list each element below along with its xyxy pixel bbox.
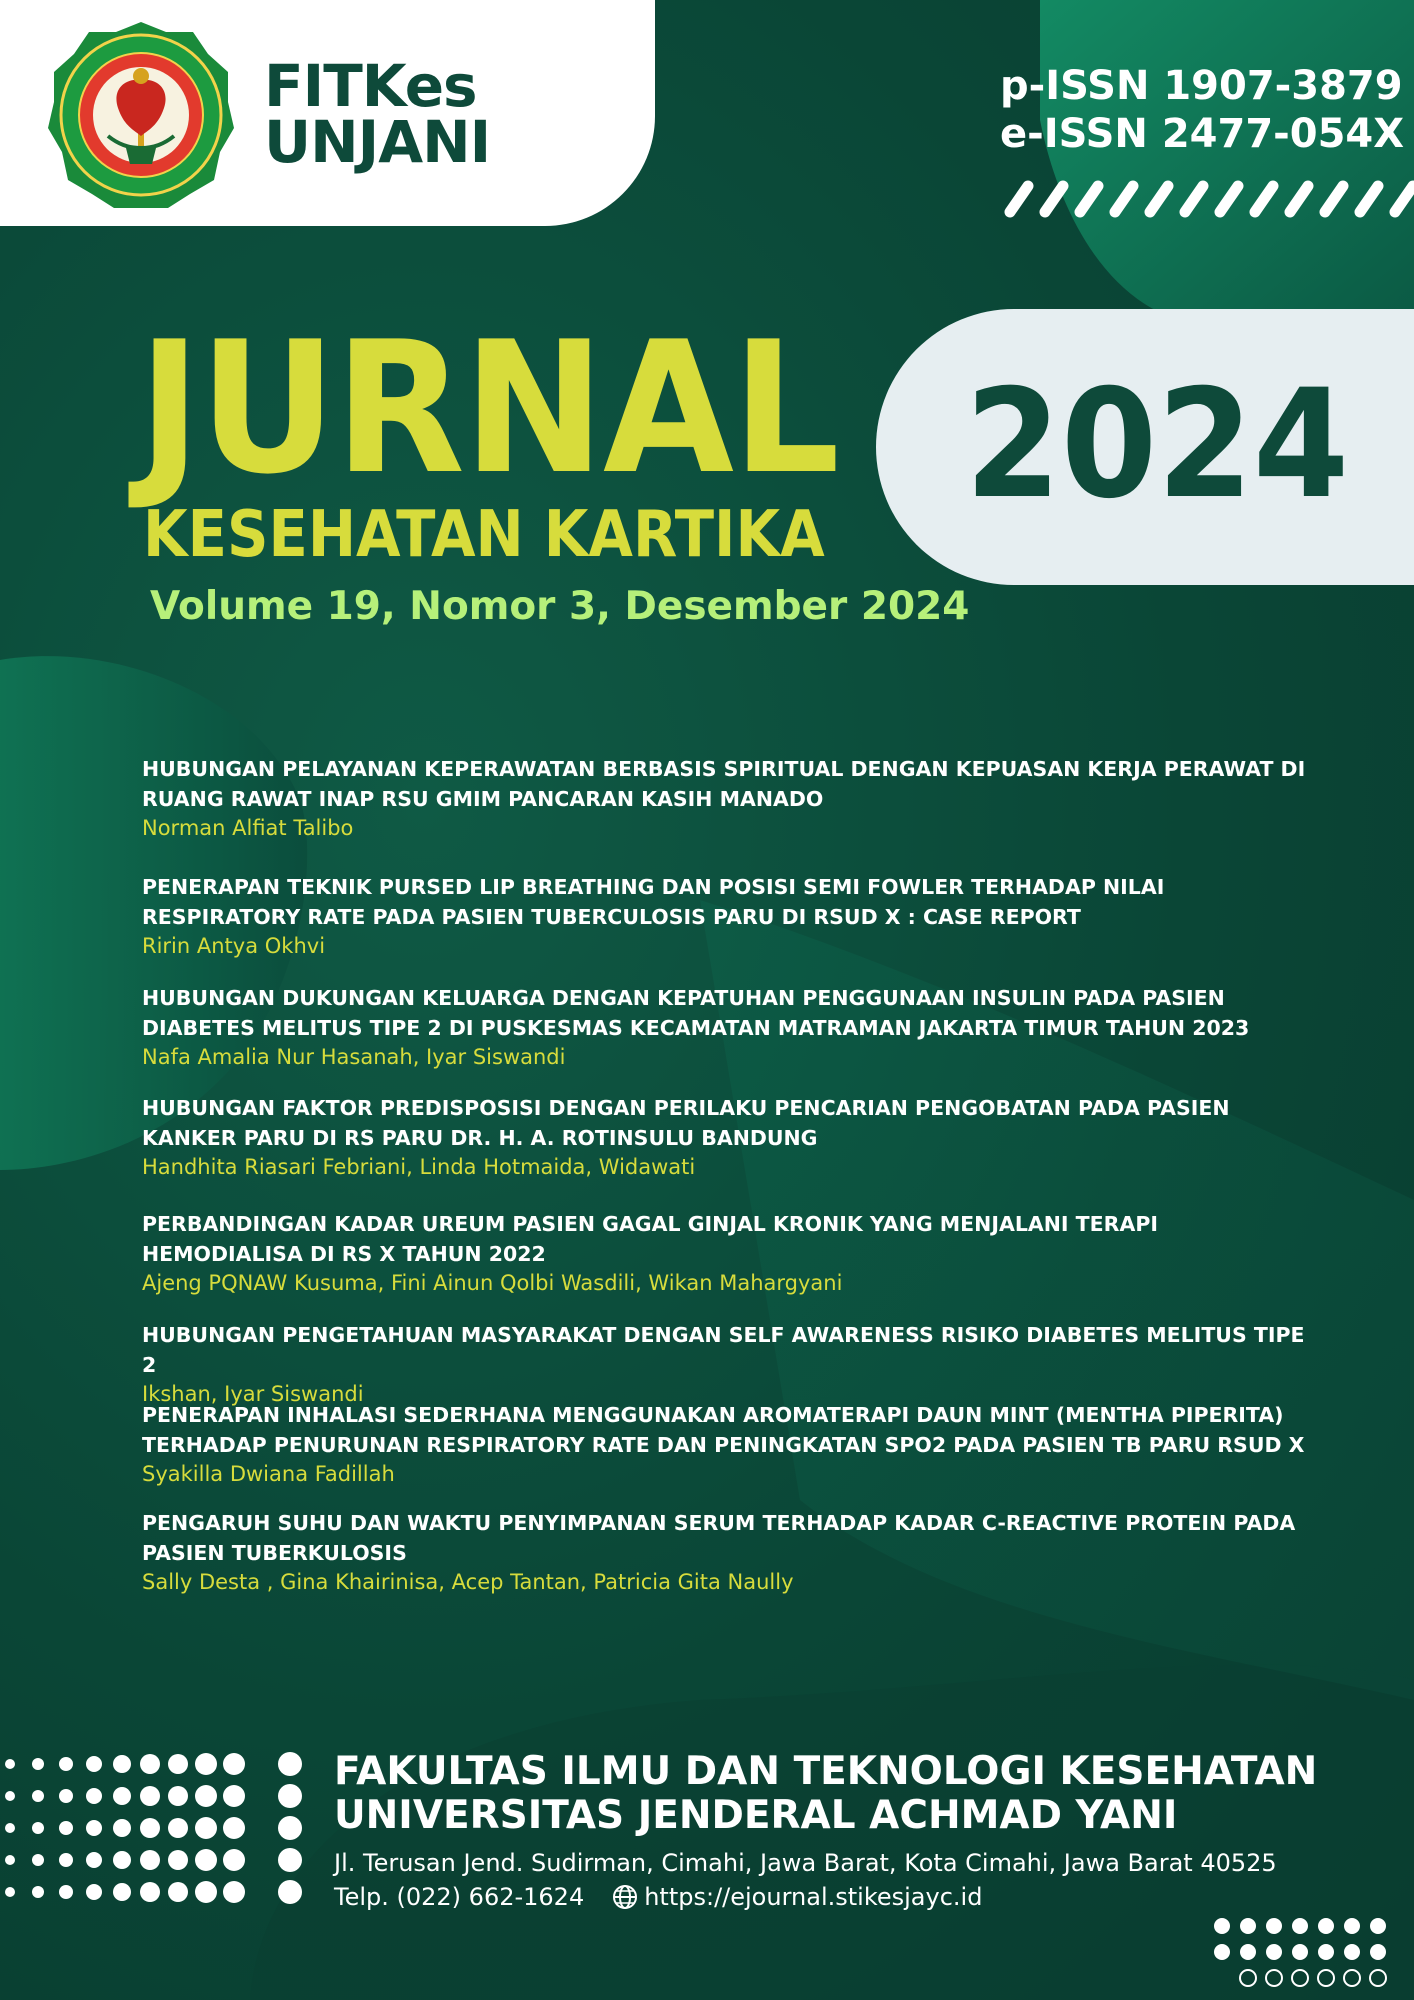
journal-title: JURNAL — [138, 302, 839, 514]
article-authors: Sally Desta , Gina Khairinisa, Acep Tantan, Patricia Gita Naully — [142, 1570, 794, 1594]
print-issn: p-ISSN 1907-3879 — [1000, 63, 1403, 109]
contact-line — [334, 1880, 982, 1914]
year-label: 2024 — [965, 358, 1350, 532]
article-title: PENGARUH SUHU DAN WAKTU PENYIMPANAN SERUM TERHADAP KADAR C-REACTIVE PROTEIN PADA PASIEN TUBERKULOSIS — [142, 1511, 1296, 1565]
article-authors: Syakilla Dwiana Fadillah — [142, 1462, 395, 1486]
article-title: HUBUNGAN FAKTOR PREDISPOSISI DENGAN PERILAKU PENCARIAN PENGOBATAN PADA PASIEN KANKER PARU DI RS PARU DR. H. A. ROTINSULU BANDUNG — [142, 1096, 1230, 1150]
brand-name — [264, 52, 491, 176]
article-title: HUBUNGAN PELAYANAN KEPERAWATAN BERBASIS SPIRITUAL DENGAN KEPUASAN KERJA PERAWAT DI RUANG RAWAT INAP RSU GMIM PANCARAN KASIH MANADO — [142, 757, 1306, 811]
list-item[interactable] — [142, 1400, 1317, 1488]
list-item[interactable] — [142, 1093, 1317, 1181]
volume-info: Volume 19, Nomor 3, Desember 2024 — [150, 584, 970, 629]
list-item[interactable] — [142, 754, 1317, 842]
diagonal-stripes — [1000, 178, 1414, 218]
website-link[interactable]: https://ejournal.stikesjayc.id — [644, 1883, 983, 1911]
electronic-issn: e-ISSN 2477-054X — [1000, 111, 1405, 157]
list-item[interactable] — [142, 1209, 1317, 1297]
corner-dot-pattern — [1210, 1916, 1414, 2000]
article-authors: Ajeng PQNAW Kusuma, Fini Ainun Qolbi Wasdili, Wikan Mahargyani — [142, 1271, 843, 1295]
brand-line-2: UNJANI — [264, 108, 491, 176]
article-authors: Norman Alfiat Talibo — [142, 816, 354, 840]
faculty-line-2: UNIVERSITAS JENDERAL ACHMAD YANI — [334, 1793, 1178, 1838]
dot-pattern — [0, 1752, 320, 1912]
article-title: HUBUNGAN PENGETAHUAN MASYARAKAT DENGAN SELF AWARENESS RISIKO DIABETES MELITUS TIPE 2 — [142, 1323, 1305, 1377]
faculty-address: Jl. Terusan Jend. Sudirman, Cimahi, Jawa Barat, Kota Cimahi, Jawa Barat 40525 — [334, 1849, 1277, 1877]
article-title: PENERAPAN TEKNIK PURSED LIP BREATHING DAN POSISI SEMI FOWLER TERHADAP NILAI RESPIRATORY RATE PADA PASIEN TUBERCULOSIS PARU DI RSUD X : CASE REPORT — [142, 875, 1165, 929]
list-item[interactable] — [142, 983, 1317, 1071]
phone-number: Telp. (022) 662-1624 — [334, 1883, 585, 1911]
list-item[interactable] — [142, 872, 1317, 960]
journal-subtitle: KESEHATAN KARTIKA — [143, 498, 825, 572]
article-authors: Ririn Antya Okhvi — [142, 934, 326, 958]
list-item[interactable] — [142, 1320, 1317, 1408]
article-authors: Nafa Amalia Nur Hasanah, Iyar Siswandi — [142, 1045, 566, 1069]
university-seal-icon — [48, 18, 234, 212]
article-authors: Ikshan, Iyar Siswandi — [142, 1382, 364, 1406]
faculty-line-1: FAKULTAS ILMU DAN TEKNOLOGI KESEHATAN — [334, 1749, 1318, 1794]
brand-line-1: FITKes — [264, 52, 477, 120]
issn-block — [1000, 62, 1404, 158]
globe-icon — [612, 1884, 638, 1910]
faculty-name — [334, 1750, 1317, 1838]
article-title: HUBUNGAN DUKUNGAN KELUARGA DENGAN KEPATUHAN PENGGUNAAN INSULIN PADA PASIEN DIABETES MELITUS TIPE 2 DI PUSKESMAS KECAMATAN MATRAMAN JAKARTA TIMUR TAHUN 2023 — [142, 986, 1250, 1040]
article-title: PERBANDINGAN KADAR UREUM PASIEN GAGAL GINJAL KRONIK YANG MENJALANI TERAPI HEMODIALISA DI RS X TAHUN 2022 — [142, 1212, 1158, 1266]
article-authors: Handhita Riasari Febriani, Linda Hotmaida, Widawati — [142, 1155, 696, 1179]
article-title: PENERAPAN INHALASI SEDERHANA MENGGUNAKAN AROMATERAPI DAUN MINT (MENTHA PIPERITA) TERHADAP PENURUNAN RESPIRATORY RATE DAN PENINGKATAN SPO2 PADA PASIEN TB PARU RSUD X — [142, 1403, 1305, 1457]
list-item[interactable] — [142, 1508, 1317, 1596]
